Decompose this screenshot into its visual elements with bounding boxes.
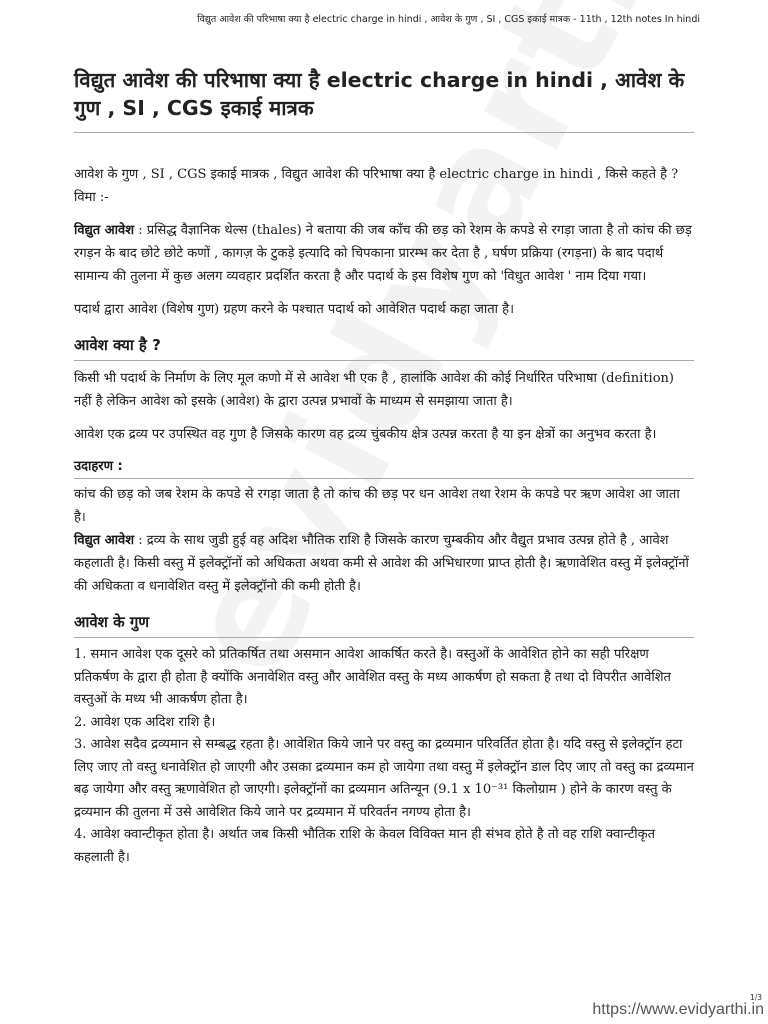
intro-paragraph: आवेश के गुण , SI , CGS इकाई मात्रक , विद्युत आवेश की परिभाषा क्या है electric charge in hindi , किसे कहते है ? विमा :- (74, 167, 679, 205)
definition2-text: : द्रव्य के साथ जुडी हुई वह अदिश भौतिक राशि है जिसके कारण चुम्बकीय और वैद्युत प्रभाव उत्पन्न होते है , आवेश कहलाती है। किसी वस्तु में इलेक्ट्रॉनों को अधिकता अथवा कमी से आवेश की अभिधारणा प्राप्त होती है। ऋणावेशित वस्तु में इलेक्ट्रॉनों की अधिकता व धनावेशित वस्तु में इलेक्ट्रॉनो की कमी होती है। (74, 533, 689, 594)
what-paragraph-1: किसी भी पदार्थ के निर्माण के लिए मूल कणो में से आवेश भी एक है , हालांकि आवेश की कोई निर्धारित परिभाषा (definition) नहीं है लेकिन आवेश को इसके (आवेश) के द्वारा उत्पन्न प्रभावों के माध्यम से समझाया जाता है। (74, 371, 674, 409)
what-paragraph-2: आवेश एक द्रव्य पर उपस्थित वह गुण है जिसके कारण वह द्रव्य चुंबकीय क्षेत्र उत्पन्न करता है या इन क्षेत्रों का अनुभव करता है। (74, 427, 657, 442)
list-item: 2. आवेश एक अदिश राशि है। (74, 714, 216, 730)
section-heading-what: आवेश क्या है ? (74, 335, 694, 361)
section-heading-example: उदाहरण : (74, 456, 694, 479)
example-paragraph: कांच की छड़ को जब रेशम के कपडे से रगड़ा जाता है तो कांच की छड़ पर धन आवेश तथा रेशम के कपडे पर ऋण आवेश आ जाता है। (74, 487, 680, 525)
properties-list (74, 644, 694, 869)
page-number: 1/3 (749, 993, 762, 1002)
definition-term: विद्युत आवेश (74, 223, 135, 238)
section-heading-properties: आवेश के गुण (74, 612, 694, 638)
definition2-term: विद्युत आवेश (74, 533, 135, 548)
article-title: विद्युत आवेश की परिभाषा क्या है electric charge in hindi , आवेश के गुण , SI , CGS इकाई मात्रक (74, 66, 694, 133)
article-body (74, 66, 694, 869)
list-item: 4. आवेश क्वान्टीकृत होता है। अर्थात जब किसी भौतिक राशि के केवल विविक्त मान ही संभव होते है तो वह राशि क्वान्टीकृत कहलाती है। (74, 827, 656, 865)
running-header: विद्युत आवेश की परिभाषा क्या है electric charge in hindi , आवेश के गुण , SI , CGS इकाई मात्रक - 11th , 12th notes In hindi (197, 14, 700, 25)
definition-paragraph (74, 219, 694, 288)
definition-text: : प्रसिद्ध वैज्ञानिक थेल्स (thales) ने बताया की जब काँच की छड़ को रेशम के कपडे से रगड़ा जाता है तो कांच की छड़ रगड़न के बाद छोटे छोटे कणों , कागज़ के टुकड़े इत्यादि को चिपकाना प्रारम्भ कर देता है , घर्षण प्रक्रिया (रगड़ना) के बाद पदार्थ सामान्य की तुलना में कुछ अलग व्यवहार प्रदर्शित करता है और पदार्थ के इस विशेष गुण को 'विधुत आवेश ' नाम दिया गया। (74, 223, 692, 284)
list-item: 3. आवेश सदैव द्रव्यमान से सम्बद्ध रहता है। आवेशित किये जाने पर वस्तु का द्रव्यमान परिवर्तित होता है। यदि वस्तु से इलेक्ट्रॉन हटा लिए जाए तो वस्तु धनावेशित हो जाएगी और उसका द्रव्यमान कम हो जायेगा तथा वस्तु में इलेक्ट्रॉन डाल दिए जाए तो वस्तु का द्रव्यमान बढ़ जायेगा और वस्तु ऋणावेशित हो जाएगी। इलेक्ट्रॉनों का द्रव्यमान अतिन्यून (9.1 x 10⁻³¹ किलोग्राम ) होने के कारण वस्तु के द्रव्यमान की तुलना में उसे आवेशित किये जाने पर द्रव्यमान में परिवर्तन नगण्य होता है। (74, 737, 694, 820)
charged-definition: पदार्थ द्वारा आवेश (विशेष गुण) ग्रहण करने के पश्चात पदार्थ को आवेशित पदार्थ कहा जाता है। (74, 302, 514, 317)
footer-url-link[interactable]: https://www.evidyarthi.in (592, 1001, 764, 1018)
list-item: 1. समान आवेश एक दूसरे को प्रतिकर्षित तथा असमान आवेश आकर्षित करते है। वस्तुओं के आवेशित होने का सही परिक्षण प्रतिकर्षण के द्वारा ही होता है क्योंकि अनावेशित वस्तु और आवेशित वस्तु के मध्य आकर्षण हो सकता है तथा दो विपरीत आवेशित वस्तुओं के मध्य भी आकर्षण होता है। (74, 647, 671, 707)
definition2-paragraph (74, 529, 694, 598)
